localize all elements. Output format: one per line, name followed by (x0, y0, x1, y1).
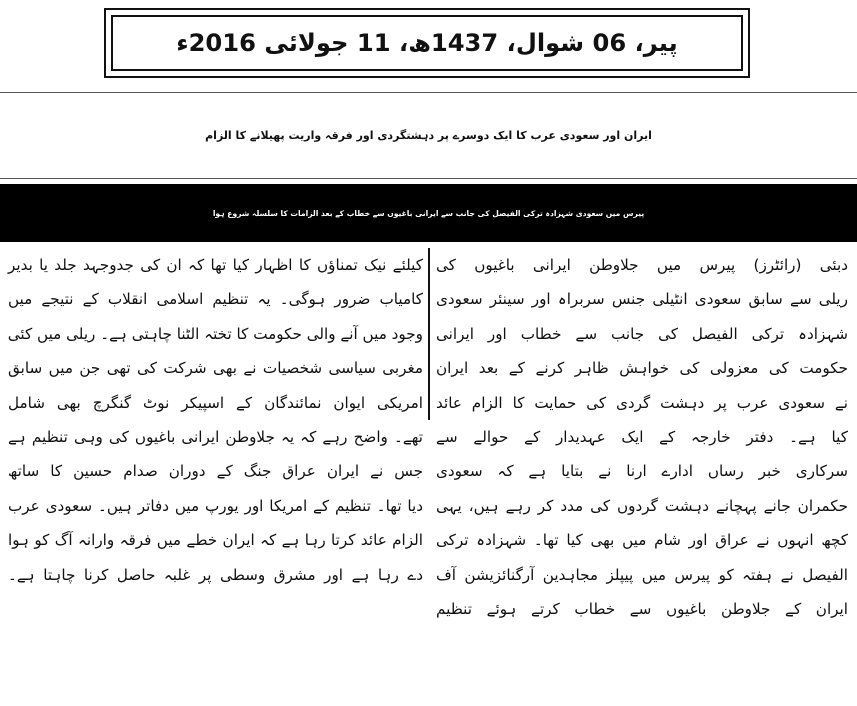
article-line: وجود میں آنے والی حکومت کا تختہ الٹنا چاہتی ہے۔ ریلی میں کئی (7, 324, 423, 343)
article-line: ایران کے جلاوطن باغیوں سے خطاب کرتے ہوئے تنظیم (436, 600, 848, 619)
headline: ایران اور سعودی عرب کا ایک دوسرے پر دہشتگردی اور فرقہ واریت پھیلانے کا الزام (205, 128, 652, 142)
article-line: کیلئے نیک تمناؤں کا اظہار کیا تھا کہ ان کی جدوجہد جلد یا بدیر (8, 256, 423, 274)
article-column-left (8, 248, 423, 592)
article-line: امریکی ایوان نمائندگان کے اسپیکر نوٹ گنگرچ بھی شامل (8, 393, 423, 412)
article-line: جس نے ایران عراق جنگ کے دوران صدام حسین کا ساتھ (8, 462, 423, 481)
dateline-text: پیر، 06 شوال، 1437ھ، 11 جولائی 2016ء (176, 29, 678, 57)
article-line: کیا ہے۔ دفتر خارجہ کے ایک عہدیدار کے حوالے سے (436, 428, 848, 447)
article-column-right (436, 248, 848, 626)
article-line: نے سعودی عرب پر دہشت گردی کی حمایت کا الزام عائد (436, 393, 848, 412)
article-line: دیا تھا۔ تنظیم کے امریکا اور یورپ میں دفاتر ہیں۔ سعودی عرب (8, 496, 423, 515)
article-line: شہزادہ ترکی الفیصل کی جانب سے خطاب اور ایرانی (436, 324, 848, 343)
top-rule (0, 92, 857, 93)
article-line: دبئی (رائٹرز) پیرس میں جلاوطن ایرانی باغیوں کی (436, 256, 848, 274)
article-line: الفیصل نے ہفتہ کو پیرس میں پیپلز مجاہدین آرگنائزیشن آف (436, 565, 848, 584)
article-line: تھے۔ واضح رہے کہ یہ جلاوطن ایرانی باغیوں کی وہی تنظیم ہے (8, 428, 423, 447)
article-line: کامیاب ضرور ہوگی۔ یہ تنظیم اسلامی انقلاب کے نتیجے میں (8, 290, 423, 309)
article-line: ریلی سے سابق سعودی انٹیلی جنس سربراہ اور سینئر سعودی (436, 290, 848, 309)
article-line: دے رہا ہے اور مشرق وسطی پر غلبہ حاصل کرنا چاہتا ہے۔ (8, 565, 423, 584)
article-line: مغربی سیاسی شخصیات نے بھی شرکت کی تھی جن میں سابق (8, 359, 423, 378)
article-line: حکومت کی معزولی کی خواہش ظاہر کرنے کے بعد ایران (436, 359, 848, 378)
article-line: کچھ انہوں نے عراق اور شام میں بھی کیا تھا۔ شہزادہ ترکی (436, 531, 848, 550)
headline-rule (0, 178, 857, 179)
column-divider (428, 248, 430, 420)
article-line: سرکاری خبر رساں ادارے ارنا نے بتایا ہے کہ سعودی (436, 462, 848, 481)
article-line: حکمران جانے پہچانے دہشت گردوں کی مدد کر رہے ہیں، یہی (436, 496, 848, 515)
article-line: الزام عائد کرتا رہا ہے کہ ایران خطے میں فرقہ وارانہ آگ کو ہوا (8, 531, 423, 550)
dateline-box (104, 8, 750, 78)
subheadline-bar: پیرس میں سعودی شہزادہ ترکی الفیصل کی جانب سے ایرانی باغیوں سے خطاب کے بعد الزامات کا سلسلہ شروع ہوا (0, 184, 857, 242)
